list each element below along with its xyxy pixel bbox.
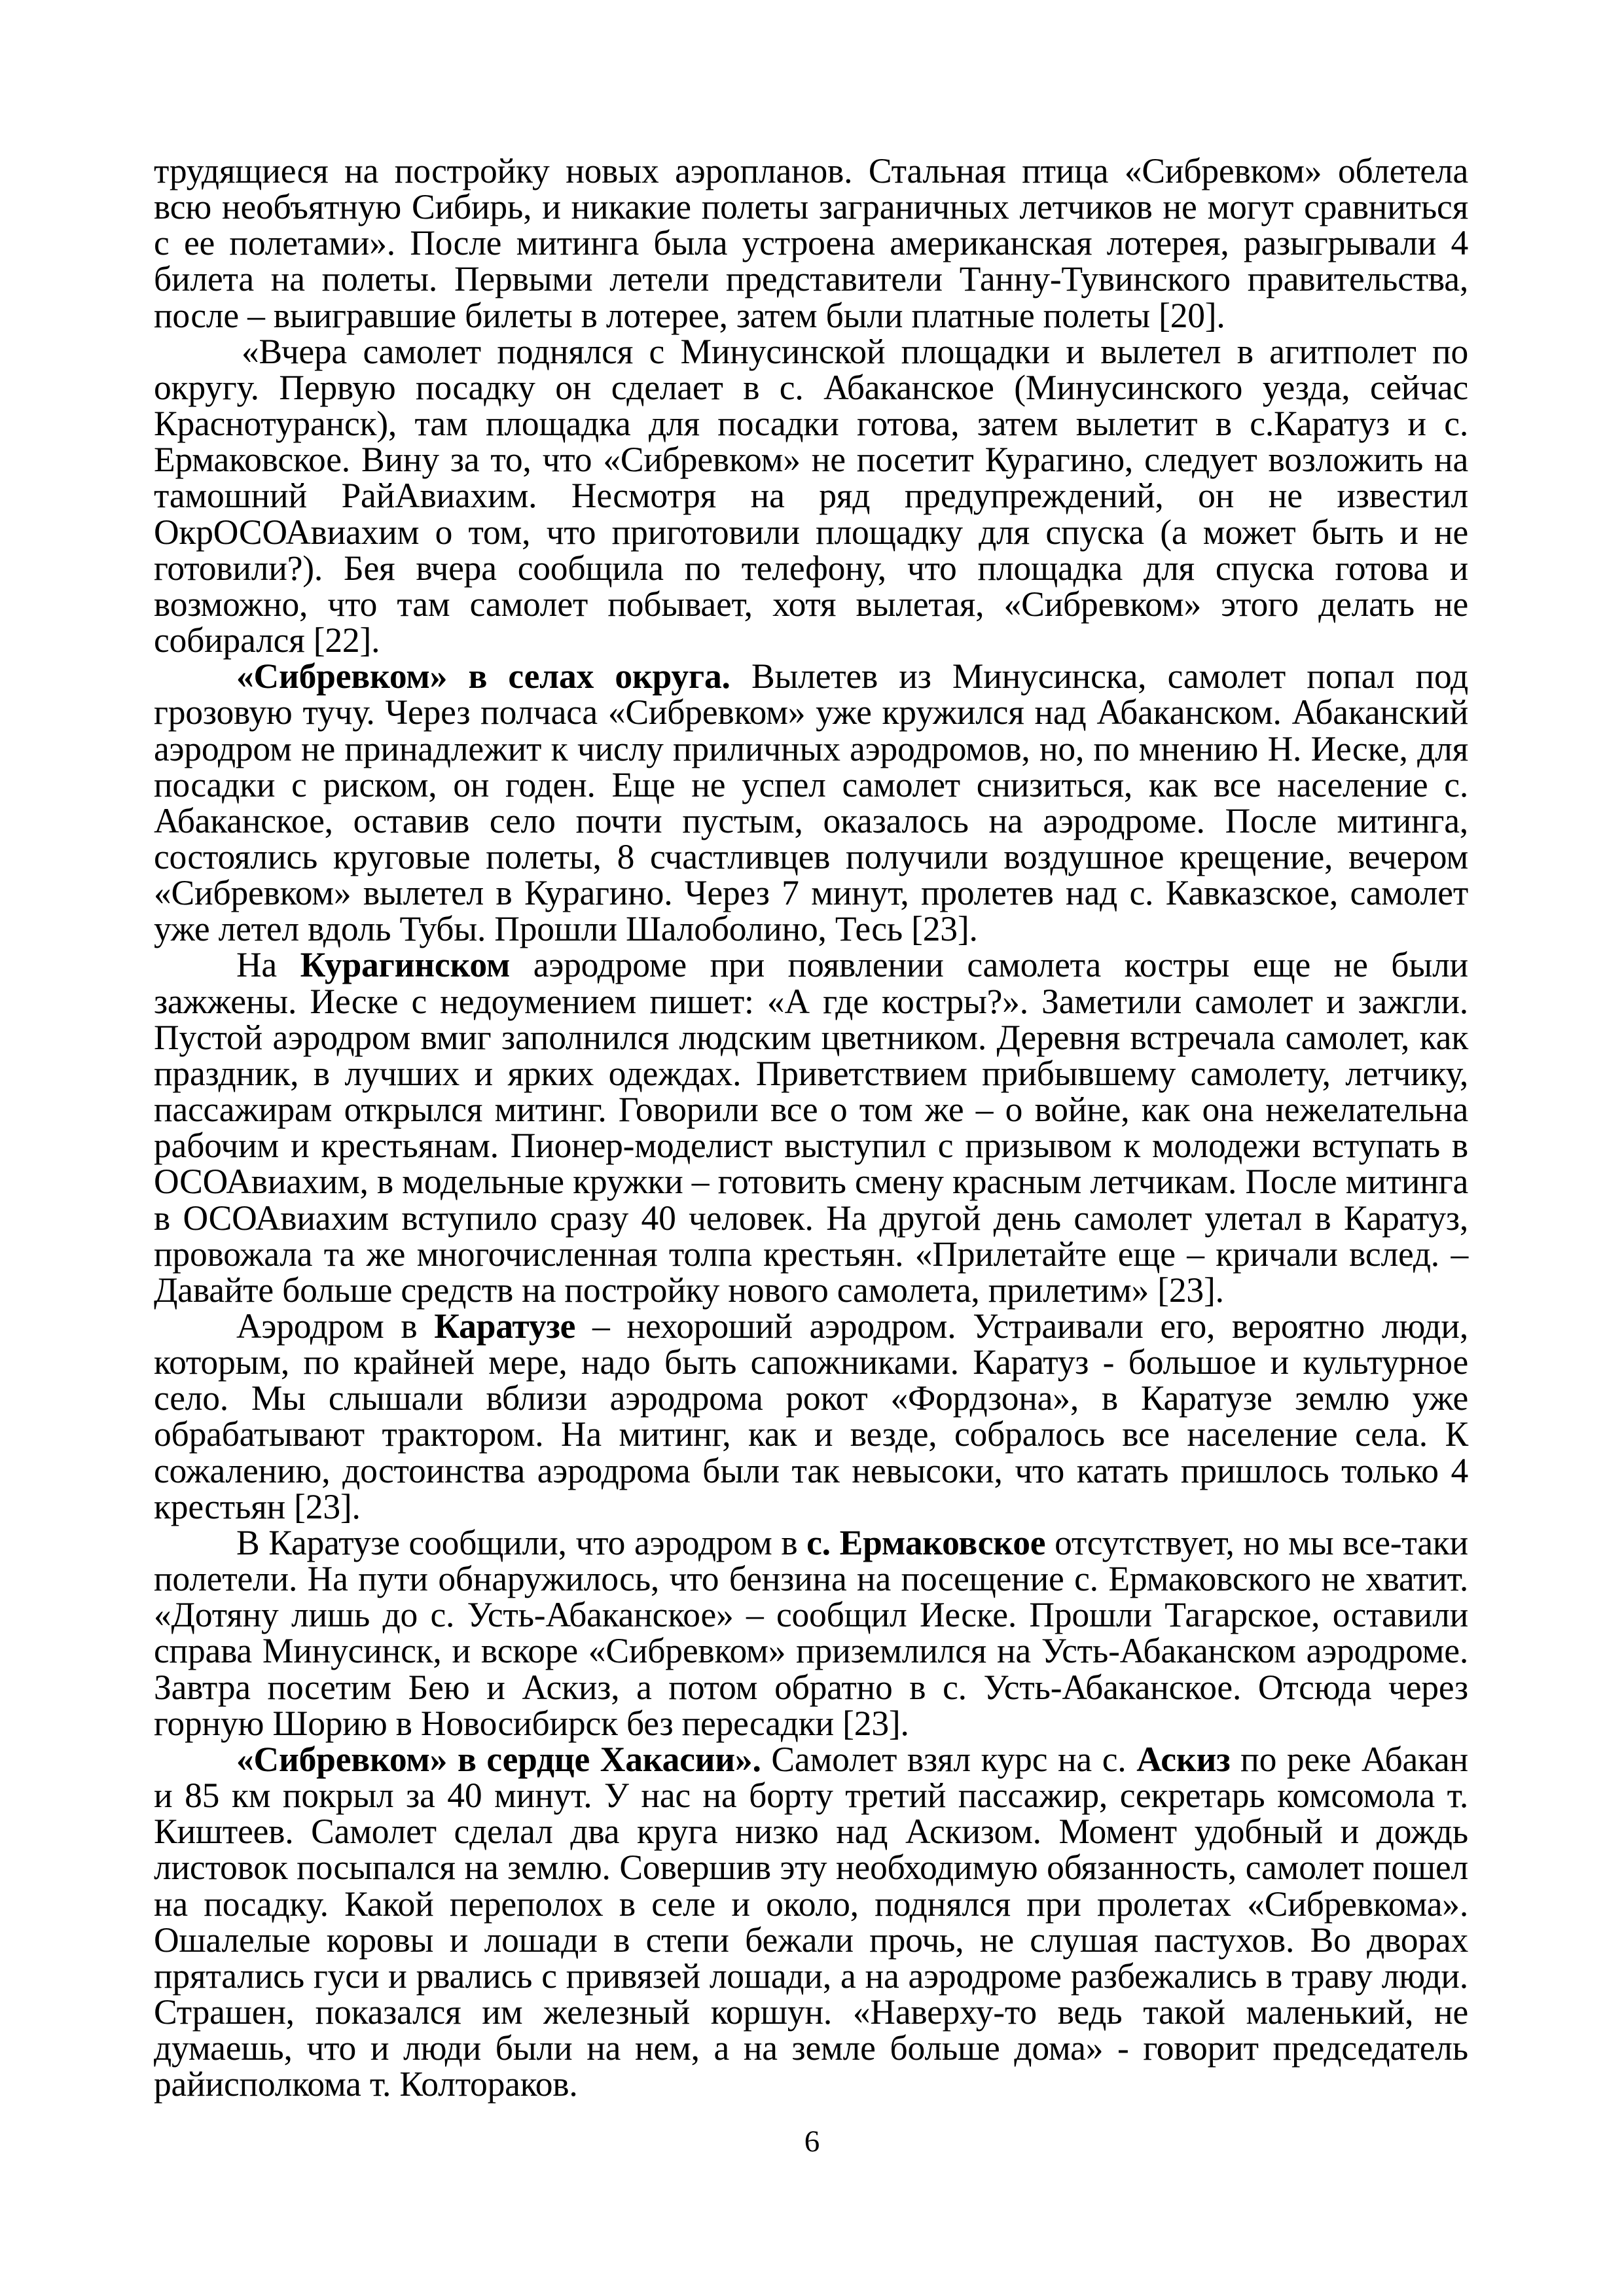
paragraph-7 xyxy=(154,1739,1468,2104)
text-run: по реке Абакан и 85 км покрыл за 40 минут. У нас на борту третий пассажир, секретарь комсомола т. Киштеев. Самолет сделал два круга низко над Аскизом. Момент удобный и дождь листовок посыпался на землю. Совершив эту необходимую обязанность, самолет пошел на посадку. Какой переполох в селе и около, поднялся при пролетах «Сибревкома». Ошалелые коровы и лошади в степи бежали прочь, не слушая пастухов. Во дворах прятались гуси и рвались с привязей лошади, а на аэродроме разбежались в траву люди. Страшен, показался им железный коршун. «Наверху-то ведь такой маленький, не думаешь, что и люди были на нем, а на земле больше дома» - говорит председатель райисполкома т. Колтораков. xyxy=(154,1739,1468,2104)
text-run: «Вчера самолет поднялся с Минусинской площадки и вылетел в агитполет по округу. Первую посадку он сделает в с. Абаканское (Минусинского уезда, сейчас Краснотуранск), там площадка для посадки готова, затем вылетит в с.Каратуз и с. Ермаковское. Вину за то, что «Сибревком» не посетит Курагино, следует возложить на тамошний РайАвиахим. Несмотря на ряд предупреждений, он не известил ОкрОСОАвиахим о том, что приготовили площадку для спуска (а может быть и не готовили?). Бея вчера сообщила по телефону, что площадка для спуска готова и возможно, что там самолет побывает, хотя вылетая, «Сибревком» этого делать не собирался [22]. xyxy=(154,331,1468,660)
text-run: На xyxy=(236,945,300,985)
text-run: Аэродром в xyxy=(236,1306,435,1346)
paragraph-3 xyxy=(154,658,1468,947)
paragraph-2 xyxy=(154,331,1468,660)
bold-text-run: «Сибревком» в сердце Хакасии». xyxy=(236,1739,761,1779)
paragraph-1 xyxy=(154,153,1468,334)
text-run: трудящиеся на постройку новых аэропланов. Стальная птица «Сибревком» облетела всю необъятную Сибирь, и никакие полеты заграничных летчиков не могут сравниться с ее полетами». После митинга была устроена американская лотерея, разыгрывали 4 билета на полеты. Первыми летели представители Танну-Тувинского правительства, после – выигравшие билеты в лотерее, затем были платные полеты [20]. xyxy=(154,151,1468,335)
bold-text-run: Аскиз xyxy=(1136,1739,1231,1779)
bold-text-run: Курагинском xyxy=(300,945,511,985)
paragraph-4 xyxy=(154,947,1468,1308)
text-run: Вылетев из Минусинска, самолет попал под грозовую тучу. Через полчаса «Сибревком» уже кружился над Абаканском. Абаканский аэродром не принадлежит к числу приличных аэродромов, но, по мнению Н. Иеске, для посадки с риском, он годен. Еще не успел самолет снизиться, как все население с. Абаканское, оставив село почти пустым, оказалось на аэродроме. После митинга, состоялись круговые полеты, 8 счастливцев получили воздушное крещение, вечером «Сибревком» вылетел в Курагино. Через 7 минут, пролетев над с. Кавказское, самолет уже летел вдоль Тубы. Прошли Шалоболино, Тесь [23]. xyxy=(154,656,1468,949)
bold-text-run: Каратузе xyxy=(434,1306,576,1346)
text-run: отсутствует, но мы все-таки полетели. На пути обнаружилось, что бензина на посещение с. Ермаковского не хватит. «Дотяну лишь до с. Усть-Абаканское» – сообщил Иеске. Прошли Тагарское, оставили справа Минусинск, и вскоре «Сибревком» приземлился на Усть-Абаканском аэродроме. Завтра посетим Бею и Аскиз, а потом обратно в с. Усть-Абаканское. Отсюда через горную Шорию в Новосибирск без пересадки [23]. xyxy=(154,1522,1468,1743)
bold-text-run: «Сибревком» в селах округа. xyxy=(236,656,731,696)
paragraph-5 xyxy=(154,1308,1468,1525)
bold-text-run: с. Ермаковское xyxy=(806,1522,1046,1562)
text-run: аэродроме при появлении самолета костры еще не были зажжены. Иеске с недоумением пишет: «А где костры?». Заметили самолет и зажгли. Пустой аэродром вмиг заполнился людским цветником. Деревня встречала самолет, как праздник, в лучших и ярких одеждах. Приветствием прибывшему самолету, летчику, пассажирам открылся митинг. Говорили все о том же – о войне, как она нежелательна рабочим и крестьянам. Пионер-моделист выступил с призывом к молодежи вступать в ОСОАвиахим, в модельные кружки – готовить смену красным летчикам. После митинга в ОСОАвиахим вступило сразу 40 человек. На другой день самолет улетал в Каратуз, провожала та же многочисленная толпа крестьян. «Прилетайте еще – кричали вслед. – Давайте больше средств на постройку нового самолета, прилетим» [23]. xyxy=(154,945,1468,1310)
body-text xyxy=(154,153,1468,2102)
text-run: – нехороший аэродром. Устраивали его, вероятно люди, которым, по крайней мере, надо быть сапожниками. Каратуз - большое и культурное село. Мы слышали вблизи аэродрома рокот «Фордзона», в Каратузе землю уже обрабатывают трактором. На митинг, как и везде, собралось все население села. К сожалению, достоинства аэродрома были так невысоки, что катать пришлось только 4 крестьян [23]. xyxy=(154,1306,1468,1526)
text-run: В Каратузе сообщили, что аэродром в xyxy=(236,1522,807,1562)
page-number: 6 xyxy=(804,2125,820,2159)
paragraph-6 xyxy=(154,1522,1468,1743)
text-run: Самолет взял курс на с. xyxy=(761,1739,1137,1779)
